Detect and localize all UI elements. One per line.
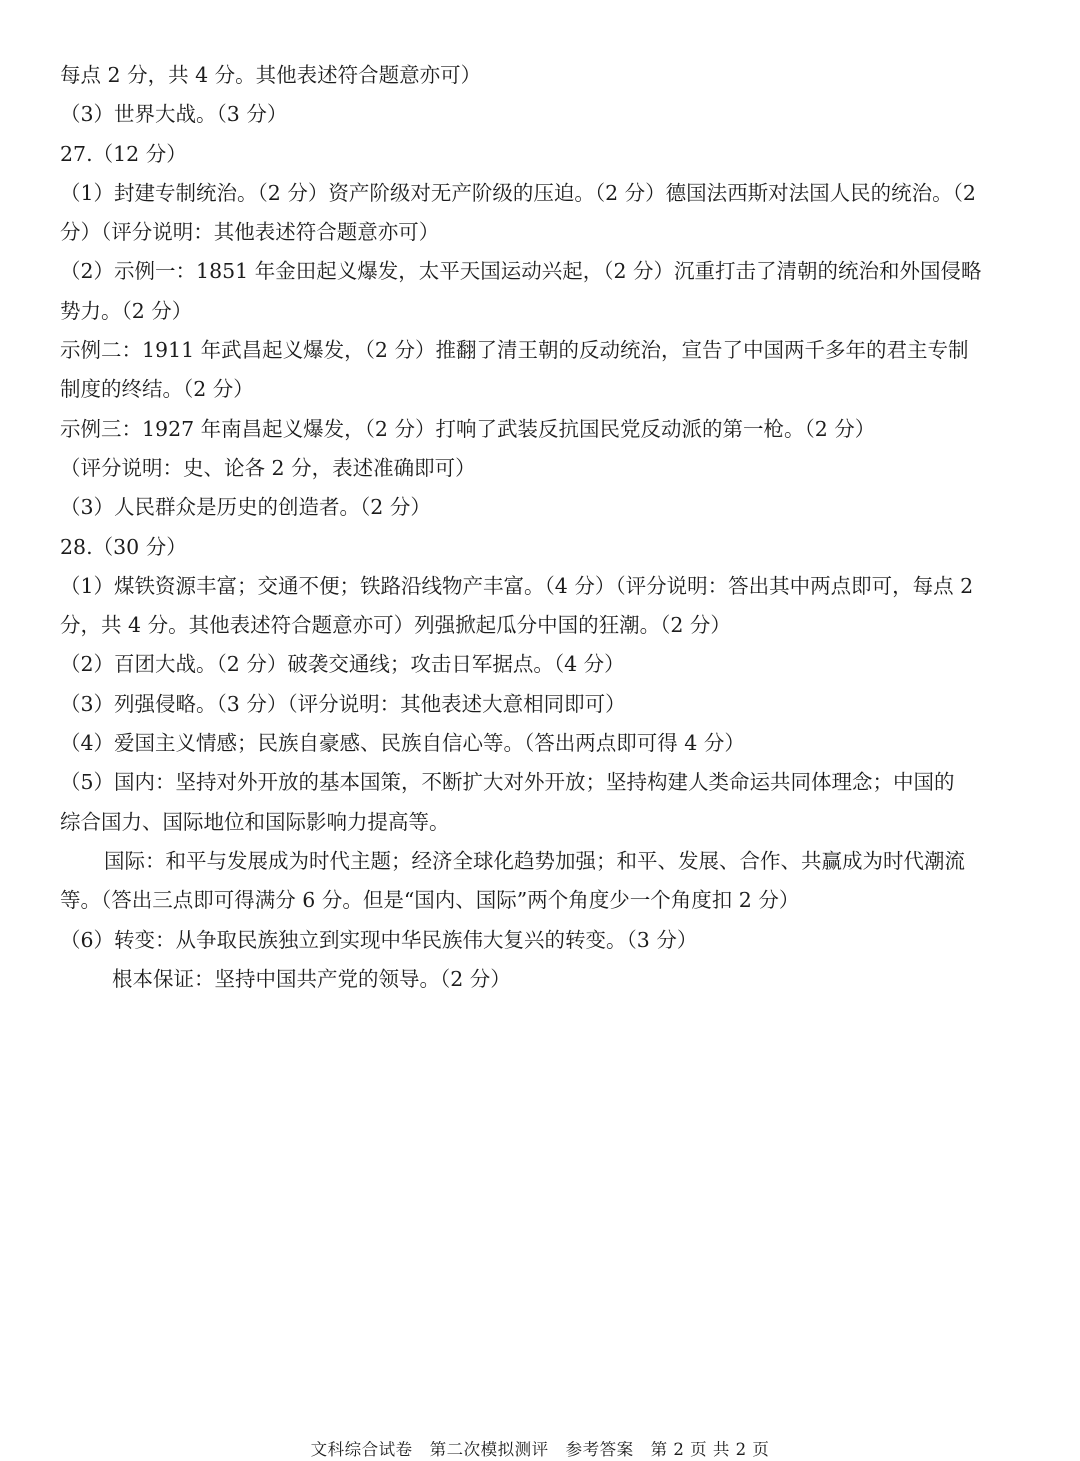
text-line: （4）爱国主义情感；民族自豪感、民族自信心等。（答出两点即可得 4 分） bbox=[60, 731, 745, 756]
scoring-note: （评分说明：史、论各 2 分，表述准确即可） bbox=[60, 455, 476, 480]
text-line: 根本保证：坚持中国共产党的领导。（2 分） bbox=[112, 966, 511, 991]
page-footer: 文科综合试卷 第二次模拟测评 参考答案 第 2 页 共 2 页 bbox=[310, 1440, 770, 1459]
text-line: 国际：和平与发展成为时代主题；经济全球化趋势加强；和平、发展、合作、共赢成为时代潮流 bbox=[104, 848, 965, 873]
question-heading: 28.（30 分） bbox=[60, 534, 187, 559]
text-line: 分，共 4 分。其他表述符合题意亦可）列强掀起瓜分中国的狂潮。（2 分） bbox=[60, 613, 731, 638]
answer-content bbox=[60, 56, 1025, 999]
question-heading: 27.（12 分） bbox=[60, 141, 187, 166]
text-line: （5）国内：坚持对外开放的基本国策，不断扩大对外开放；坚持构建人类命运共同体理念；中国的 bbox=[60, 770, 955, 795]
text-line: 示例三：1927 年南昌起义爆发，（2 分）打响了武装反抗国民党反动派的第一枪。（2 分） bbox=[60, 416, 876, 441]
text-line: （2）百团大战。（2 分）破袭交通线；攻击日军据点。（4 分） bbox=[60, 652, 625, 677]
text-line: （3）列强侵略。（3 分）（评分说明：其他表述大意相同即可） bbox=[60, 691, 626, 716]
text-line: 等。（答出三点即可得满分 6 分。但是“国内、国际”两个角度少一个角度扣 2 分） bbox=[60, 888, 800, 913]
text-line: （6）转变：从争取民族独立到实现中华民族伟大复兴的转变。（3 分） bbox=[60, 927, 698, 952]
text-line: （2）示例一：1851 年金田起义爆发，太平天国运动兴起，（2 分）沉重打击了清朝的统治和外国侵略 bbox=[60, 259, 982, 284]
text-line: 示例二：1911 年武昌起义爆发，（2 分）推翻了清王朝的反动统治，宣告了中国两千多年的君主专制 bbox=[60, 338, 969, 363]
text-line: （1）封建专制统治。（2 分）资产阶级对无产阶级的压迫。（2 分）德国法西斯对法国人民的统治。（2 bbox=[60, 180, 976, 205]
text-line: （1）煤铁资源丰富；交通不便；铁路沿线物产丰富。（4 分）（评分说明：答出其中两点即可，每点 2 bbox=[60, 573, 974, 598]
text-line: （3）世界大战。（3 分） bbox=[60, 102, 288, 127]
text-line: 综合国力、国际地位和国际影响力提高等。 bbox=[60, 809, 450, 834]
text-line: 势力。（2 分） bbox=[60, 298, 193, 323]
text-line: 每点 2 分，共 4 分。其他表述符合题意亦可） bbox=[60, 63, 482, 87]
text-line: 分）（评分说明：其他表述符合题意亦可） bbox=[60, 220, 440, 245]
text-line: （3）人民群众是历史的创造者。（2 分） bbox=[60, 495, 431, 520]
text-line: 制度的终结。（2 分） bbox=[60, 377, 254, 402]
